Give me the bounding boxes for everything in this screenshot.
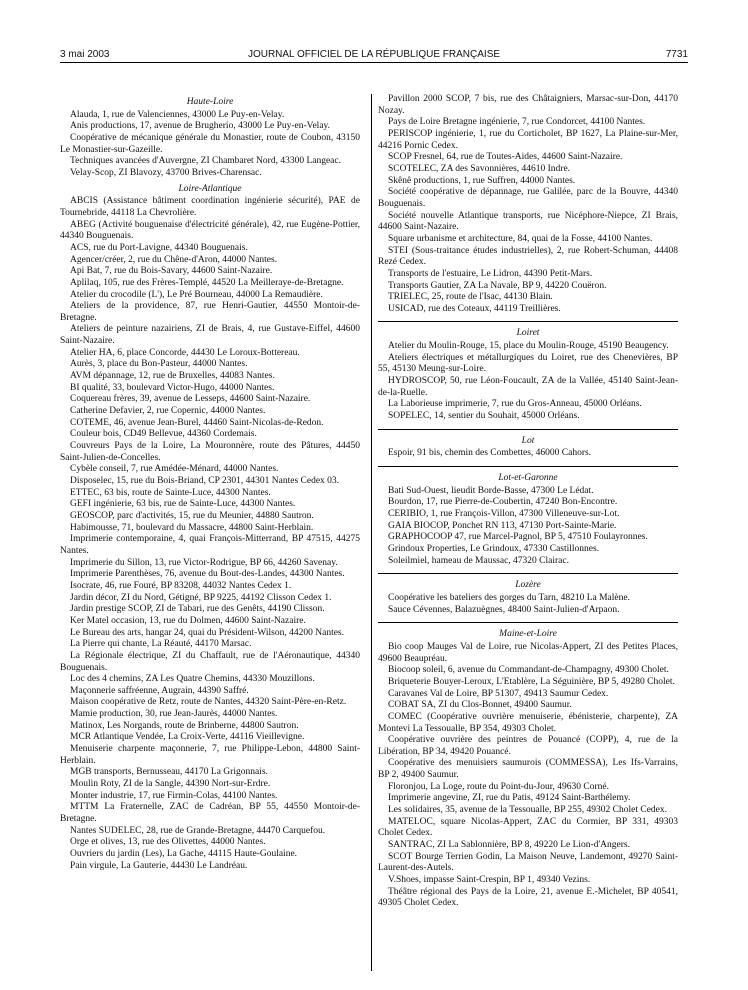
cooperative-entry: GRAPHOCOOP 47, rue Marcel-Pagnol, BP 5, 47510 Foulayronnes. [388,532,648,543]
cooperative-entry: Jardin décor, ZI du Nord, Gétigné, BP 9225, 44192 Clisson Cedex 1. [70,592,332,603]
cooperative-entry: Isocrate, 46, rue Fouré, BP 83208, 44032 Nantes Cedex 1. [70,580,292,591]
department-heading: Haute-Loire [186,97,234,107]
department-heading: Lot [521,435,535,446]
cooperative-entry: Transports de l'estuaire, Le Lidron, 44390 Petit-Mars. [388,268,593,279]
cooperative-entry: Api Bat, 7, rue du Bois-Savary, 44600 Saint-Nazaire. [70,266,273,277]
entry-list [60,110,360,180]
cooperative-entry: Alauda, 1, rue de Valenciennes, 43000 Le Puy-en-Velay. [70,109,285,120]
cooperative-entry: Anis productions, 17, avenue de Brugherio, 43000 Le Puy-en-Velay. [70,121,331,132]
cooperative-entry: Imprimerie contemporaine, 4, quai François-Mitterrand, BP 47515, 44275 Nantes. [60,534,360,556]
cooperative-entry: ACS, rue du Port-Lavigne, 44340 Bouguenais. [70,242,248,253]
entry-list [378,593,678,616]
cooperative-entry: USICAD, rue des Coteaux, 44119 Treillières. [388,303,561,314]
cooperative-entry: GEFI ingénierie, 63 bis, rue de Sainte-Luce, 44300 Nantes. [70,499,296,510]
section-separator [378,466,678,467]
cooperative-entry: Catherine Defavier, 2, rue Copernic, 44000 Nantes. [70,406,266,417]
cooperative-entry: Biocoop soleil, 6, avenue du Commandant-de-Champagny, 49300 Cholet. [388,665,669,676]
cooperative-entry: Agencer/créer, 2, rue du Chêne-d'Aron, 44000 Nantes. [70,254,278,265]
cooperative-entry: Mamie production, 30, rue Jean-Jaurès, 44000 Nantes. [70,709,278,720]
left-column [60,97,360,876]
section-separator [378,321,678,322]
cooperative-entry: Jardin prestige SCOP, ZI de Tabari, rue des Genêts, 44190 Clisson. [70,604,325,615]
department-section [60,97,360,180]
issue-date: 3 mai 2003 [60,49,110,60]
department-heading: Loiret [516,328,540,339]
cooperative-entry: Floronjou, La Loge, route du Point-du-Jour, 49630 Corné. [388,781,609,792]
cooperative-entry: La Régionale électrique, ZI du Chaffault, rue de l'Aéronautique, 44340 Bouguenais. [60,650,360,673]
section-separator [378,429,678,430]
cooperative-entry: MCR Atlantique Vendée, La Croix-Verte, 44116 Vieillevigne. [70,732,305,743]
cooperative-entry: SCOT Bourge Terrien Godin, La Maison Neuve, Landemont, 49270 Saint-Laurent-des-Autels. [378,851,678,874]
department-section [378,436,678,460]
cooperative-entry: Coopérative les bateliers des gorges du Tarn, 48210 La Malène. [388,592,630,603]
cooperative-entry: Imprimerie du Sillon, 13, rue Victor-Rodrigue, BP 66, 44260 Savenay. [70,557,338,568]
cooperative-entry: ABCIS (Assistance bâtiment coordination ingénierie sécurité), PAE de Tournebride, 44118 La Chevrolière. [60,196,360,218]
cooperative-entry: Ateliers de la providence, 87, rue Henri-Gautier, 44550 Montoir-de-Bretagne. [60,301,360,323]
cooperative-entry: Coquereau frères, 39, avenue de Lesseps, 44600 Saint-Nazaire. [70,394,311,405]
section-separator [378,573,678,574]
cooperative-entry: Matinox, Les Norgands, route de Brinberne, 44800 Sautron. [70,720,299,731]
department-section [378,580,678,616]
cooperative-entry: Skênê productions, 1, rue Suffren, 44000 Nantes. [388,175,576,186]
cooperative-entry: AVM dépannage, 12, rue de Bruxelles, 44083 Nantes. [70,371,275,382]
journal-title: JOURNAL OFFICIEL DE LA RÉPUBLIQUE FRANÇAISE [247,49,501,60]
cooperative-entry: Espoir, 91 bis, chemin des Combettes, 46000 Cahors. [388,448,592,459]
department-section [378,629,678,910]
cooperative-entry: Couleur bois, CD49 Bellevue, 44360 Cordemais. [70,429,257,440]
cooperative-entry: Maison coopérative de Retz, route de Nantes, 44320 Saint-Père-en-Retz. [70,697,347,708]
department-heading: Lot-et-Garonne [498,473,558,484]
cooperative-entry: Techniques avancées d'Auvergne, ZI Chambaret Nord, 43300 Langeac. [70,156,341,167]
cooperative-entry: PERISCOP ingénierie, 1, rue du Corticholet, BP 1627, La Plaine-sur-Mer, 44216 Pornic Cedex. [378,128,678,151]
department-section [378,473,678,567]
cooperative-entry: GAIA BIOCOP, Ponchet RN 113, 47130 Port-Sainte-Marie. [388,520,617,531]
cooperative-entry: Ateliers de peinture nazairiens, ZI de Brais, 4, rue Gustave-Eiffel, 44600 Saint-Nazaire. [60,324,360,347]
page-number: 7731 [665,49,688,60]
cooperative-entry: V.Shoes, impasse Saint-Crespin, BP 1, 49340 Vezins. [388,875,591,886]
cooperative-entry: Coopérative ouvrière des peintres de Pouancé (COPP), 4, rue de la Libération, BP 34, 49420 Pouancé. [378,735,678,757]
cooperative-entry: SCOP Fresnel, 64, rue de Toutes-Aides, 44600 Saint-Nazaire. [388,152,623,163]
cooperative-entry: SANTRAC, ZI La Sablonnière, BP 8, 49220 Le Lion-d'Angers. [388,840,630,851]
header-rule [60,62,688,63]
cooperative-entry: Pain virgule, La Gauterie, 44430 Le Landréau. [70,860,248,871]
cooperative-entry: SCOTELEC, ZA des Savonnières, 44610 Indre. [388,163,571,174]
entry-list [378,94,678,315]
cooperative-entry: Aplilaq, 105, rue des Frères-Templé, 44520 La Meilleraye-de-Bretagne. [70,277,344,288]
cooperative-entry: La Laborieuse imprimerie, 7, rue du Gros-Anneau, 45000 Orléans. [388,399,642,410]
cooperative-entry: STEI (Sous-traitance études industrielles), 2, rue Robert-Schuman, 44408 Rezé Cedex. [378,245,678,268]
cooperative-entry: Atelier HA, 6, place Concorde, 44430 Le Loroux-Bottereau. [70,347,300,358]
cooperative-entry: Coopérative de mécanique générale du Monastier, route de Coubon, 43150 Le Monastier-sur-Gazeille. [60,132,360,155]
cooperative-entry: Cybèle conseil, 7, rue Amédée-Ménard, 44000 Nantes. [70,464,279,475]
cooperative-entry: Loc des 4 chemins, ZA Les Quatre Chemins, 44330 Mouzillons. [70,674,315,685]
department-section [60,184,360,873]
department-heading: Maine-et-Loire [499,629,557,640]
cooperative-entry: Orge et olives, 13, rue des Olivettes, 44000 Nantes. [70,837,266,848]
cooperative-entry: Bourdon, 17, rue Pierre-de-Coubertin, 47240 Bon-Encontre. [388,497,618,508]
cooperative-entry: Société nouvelle Atlantique transports, rue Nicéphore-Niepce, ZI Brais, 44600 Saint-Nazaire. [378,210,678,233]
cooperative-entry: Caravanes Val de Loire, BP 51307, 49413 Saumur Cedex. [388,688,609,699]
cooperative-entry: Briqueterie Bouyer-Leroux, L'Etablère, La Séguinière, BP 5, 49280 Cholet. [388,676,675,687]
cooperative-entry: BI qualité, 33, boulevard Victor-Hugo, 44000 Nantes. [70,382,275,393]
cooperative-entry: Maçonnerie saffréenne, Augrain, 44390 Saffré. [70,685,249,696]
cooperative-entry: Le Bureau des arts, hangar 24, quai du Président-Wilson, 44200 Nantes. [70,627,344,638]
cooperative-entry: COMEC (Coopérative ouvrière menuiserie, ébénisterie, charpente), ZA Montevi La Tessoualle, BP 354, 49303 Cholet. [378,711,678,734]
cooperative-entry: Théâtre régional des Pays de la Loire, 21, avenue E.-Michelet, BP 40541, 49305 Cholet Cedex. [378,886,678,909]
cooperative-entry: Ouvriers du jardin (Les), La Gache, 44115 Haute-Goulaine. [70,849,298,859]
cooperative-entry: HYDROSCOP, 50, rue Léon-Foucault, ZA de la Vallée, 45140 Saint-Jean-de-la-Ruelle. [378,376,678,398]
cooperative-entry: ABEG (Activité bouguenaise d'électricité générale), 42, rue Eugène-Pottier, 44340 Bouguenais. [60,219,360,242]
cooperative-entry: GEOSCOP, parc d'activités, 15, rue du Meunier, 44880 Sautron. [70,510,314,521]
cooperative-entry: COBAT SA, ZI du Clos-Bonnet, 49400 Saumur. [388,700,572,711]
cooperative-entry: Atelier du Moulin-Rouge, 15, place du Moulin-Rouge, 45190 Beaugency. [388,341,669,352]
cooperative-entry: MGB transports, Bernusseau, 44170 La Grigonnais. [70,767,268,778]
entry-list [378,448,678,460]
cooperative-entry: SOPELEC, 14, sentier du Souhait, 45000 Orléans. [388,411,580,422]
cooperative-entry: La Pierre qui chante, La Réauté, 44170 Marsac. [70,639,252,650]
cooperative-entry: Nantes SUDELEC, 28, rue de Grande-Bretagne, 44470 Carquefou. [70,825,326,836]
cooperative-entry: Aurès, 3, place du Bon-Pasteur, 44000 Nantes. [70,359,248,370]
cooperative-entry: Velay-Scop, ZI Blavozy, 43700 Brives-Charensac. [70,167,262,178]
entry-list [378,341,678,423]
department-heading: Lozère [515,580,541,591]
department-section [378,94,678,315]
right-column [378,94,678,914]
cooperative-entry: TRIELEC, 25, route de l'Isac, 44130 Blain. [388,292,553,303]
cooperative-entry: Soleilmiel, hameau de Maussac, 47320 Clairac. [388,555,569,566]
cooperative-entry: ETTEC, 63 bis, route de Sainte-Luce, 44300 Nantes. [70,487,271,498]
entry-list [60,196,360,872]
cooperative-entry: Monter industrie, 17, rue Firmin-Colas, 44100 Nantes. [70,790,278,801]
cooperative-entry: Moulin Roty, ZI de la Sangle, 44390 Nort-sur-Erdre. [70,779,271,790]
section-separator [378,622,678,623]
cooperative-entry: Square urbanisme et architecture, 84, quai de la Fosse, 44100 Nantes. [388,233,653,244]
cooperative-entry: Transports Gautier, ZA La Navale, BP 9, 44220 Couëron. [388,280,607,291]
department-section [378,328,678,422]
cooperative-entry: Imprimerie Parenthèses, 76, avenue du Bout-des-Landes, 44300 Nantes. [70,569,345,580]
cooperative-entry: Grindoux Properties, Le Grindoux, 47330 Castillonnes. [388,543,600,554]
cooperative-entry: Couvreurs Pays de la Loire, La Mouronnère, route des Pâtures, 44450 Saint-Julien-de-Concelles. [60,441,360,463]
cooperative-entry: MTTM La Fraternelle, ZAC de Cadréan, BP 55, 44550 Montoir-de-Bretagne. [60,802,360,825]
cooperative-entry: Sauce Cévennes, Balazuègnes, 48400 Saint-Julien-d'Arpaon. [388,604,620,615]
cooperative-entry: CERIBIO, 1, rue François-Villon, 47300 Villeneuve-sur-Lot. [388,509,620,519]
cooperative-entry: Ker Matel occasion, 13, rue du Dolmen, 44600 Saint-Nazaire. [70,615,306,626]
cooperative-entry: Société coopérative de dépannage, rue Galilée, parc de la Bouvre, 44340 Bouguenais. [378,187,678,209]
cooperative-entry: Les solidaires, 35, avenue de la Tessoualle, BP 255, 49302 Cholet Cedex. [388,805,668,816]
cooperative-entry: Bio coop Mauges Val de Loire, rue Nicolas-Appert, ZI des Petites Places, 49600 Beaupréau. [378,641,678,664]
cooperative-entry: Pays de Loire Bretagne ingénierie, 7, rue Condorcet, 44100 Nantes. [388,117,646,128]
cooperative-entry: Ateliers électriques et métallurgiques du Loiret, rue des Chenevières, BP 55, 45130 Meung-sur-Loire. [378,352,678,375]
cooperative-entry: Imprimerie angevine, ZI, rue du Patis, 49124 Saint-Barthélemy. [388,793,631,804]
entry-list [378,642,678,910]
cooperative-entry: Bati Sud-Ouest, lieudit Borde-Basse, 47300 Le Lédat. [388,485,594,496]
cooperative-entry: COTEME, 46, avenue Jean-Burel, 44460 Saint-Nicolas-de-Redon. [70,417,324,428]
cooperative-entry: Coopérative des menuisiers saumurois (COMMESSA), Les Ifs-Varrains, BP 2, 49400 Saumur. [378,758,678,781]
column-divider [371,94,372,971]
cooperative-entry: Atelier du crocodile (L'), Le Pré Bourneau, 44000 La Remaudière. [70,289,323,300]
cooperative-entry: Habimousse, 71, boulevard du Massacre, 44800 Saint-Herblain. [70,522,314,533]
entry-list [378,486,678,568]
cooperative-entry: Menuiserie charpente maçonnerie, 7, rue Philippe-Lebon, 44800 Saint-Herblain. [60,744,360,766]
cooperative-entry: MATELOC, square Nicolas-Appert, ZAC du Cormier, BP 331, 49303 Cholet Cedex. [378,816,678,839]
cooperative-entry: Disposelec, 15, rue du Bois-Briand, CP 2301, 44301 Nantes Cedex 03. [70,476,340,486]
cooperative-entry: Pavillon 2000 SCOP, 7 bis, rue des Châtaigniers, Marsac-sur-Don, 44170 Nozay. [378,94,678,116]
department-heading: Loire-Atlantique [178,183,242,194]
